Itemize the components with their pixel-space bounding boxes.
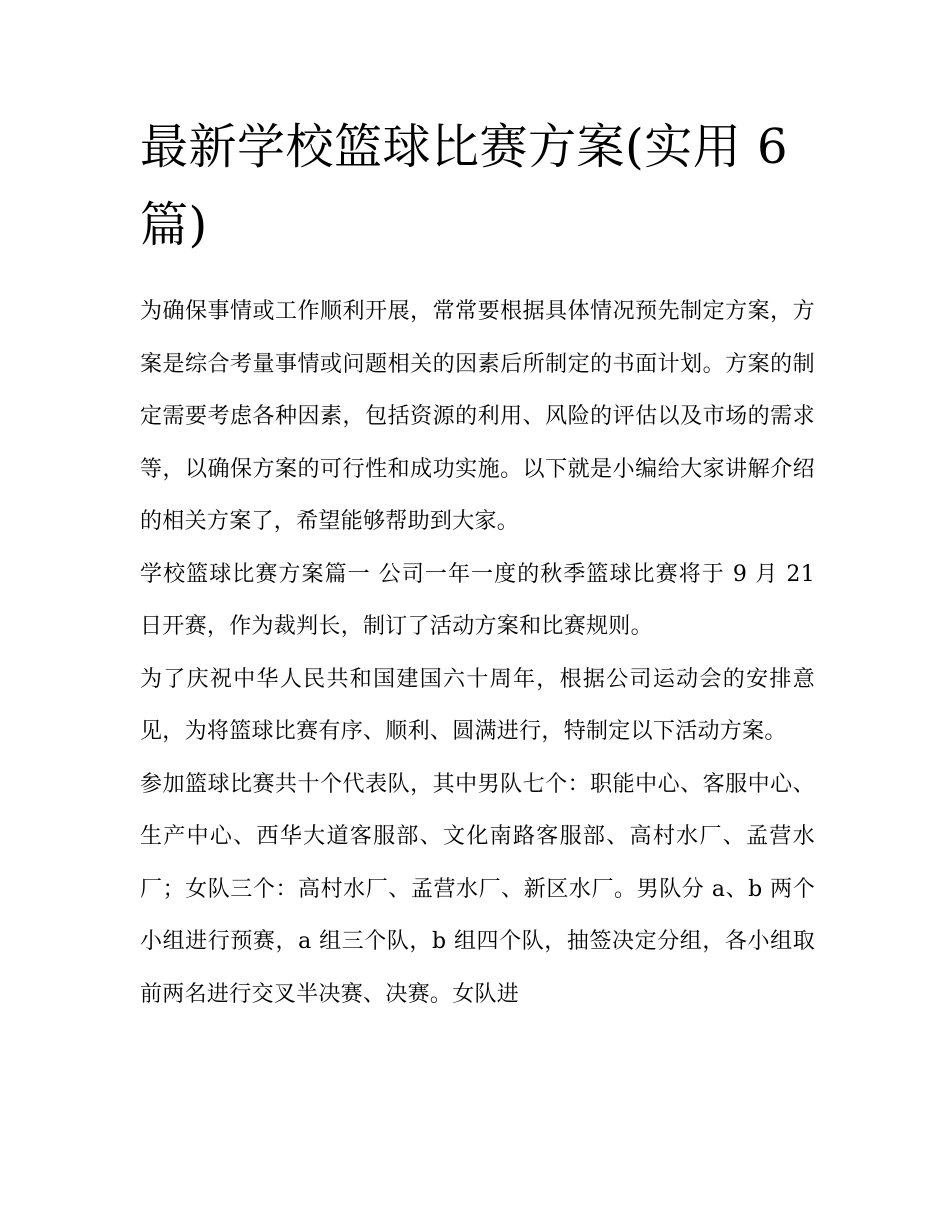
paragraph-plan-one: 学校篮球比赛方案篇一 公司一年一度的秋季篮球比赛将于 9 月 21 日开赛，作为裁判长，制订了活动方案和比赛规则。 (140, 561, 815, 639)
document-page (140, 108, 815, 1021)
paragraph-intro: 为确保事情或工作顺利开展，常常要根据具体情况预先制定方案，方案是综合考量事情或问题相关的因素后所制定的书面计划。方案的制定需要考虑各种因素，包括资源的利用、风险的评估以及市场的需求等，以确保方案的可行性和成功实施。以下就是小编给大家讲解介绍的相关方案了，希望能够帮助到大家。 (140, 299, 815, 534)
document-body (140, 286, 815, 1021)
paragraph-teams: 参加篮球比赛共十个代表队，其中男队七个：职能中心、客服中心、生产中心、西华大道客服部、文化南路客服部、高村水厂、孟营水厂；女队三个：高村水厂、孟营水厂、新区水厂。男队分 a、b 两个小组进行预赛，a 组三个队，b 组四个队，抽签决定分组，各小组取前两名进行交叉半决赛、决赛。女队进 (140, 771, 815, 1007)
paragraph-celebration: 为了庆祝中华人民共和国建国六十周年，根据公司运动会的安排意见，为将篮球比赛有序、顺利、圆满进行，特制定以下活动方案。 (140, 666, 815, 744)
document-title: 最新学校篮球比赛方案(实用 6 篇) (140, 119, 789, 253)
